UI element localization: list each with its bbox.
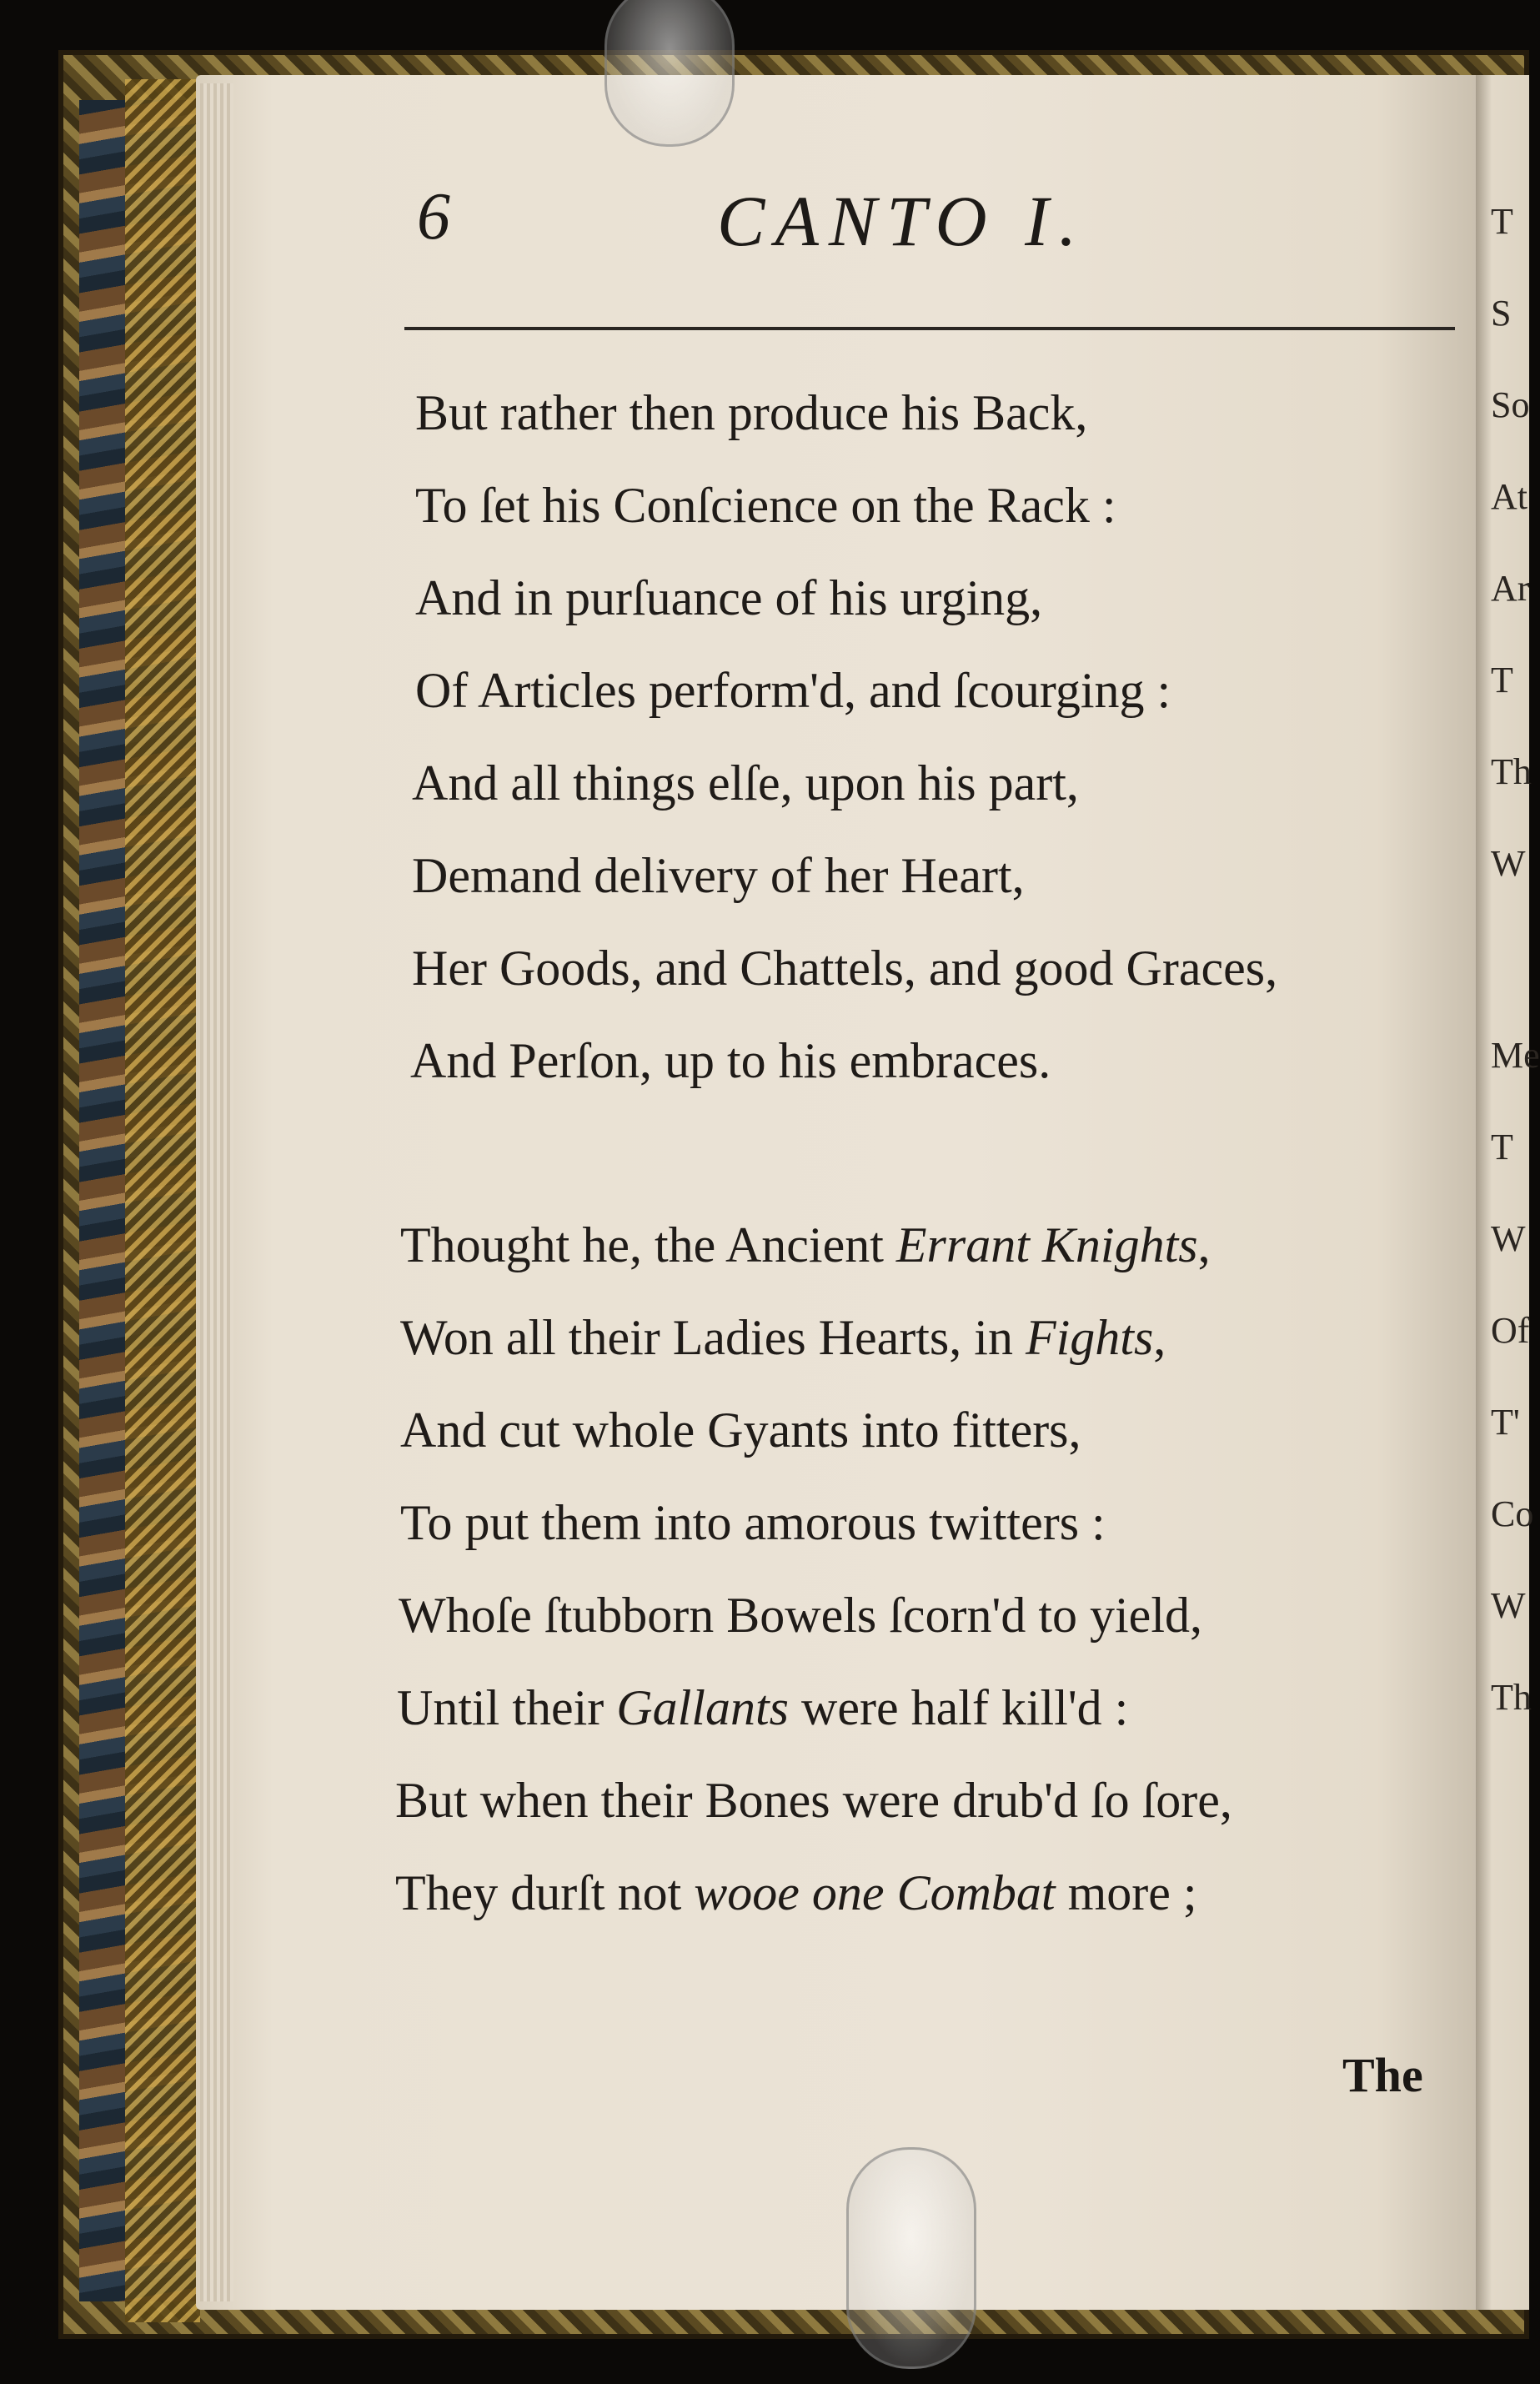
stanza [390, 1199, 1441, 1940]
gilt-tooled-border [125, 79, 200, 2322]
verse-line: And in purſuance of his urging, [415, 570, 1043, 625]
next-page-edge-letter: Co [1491, 1493, 1534, 1534]
next-page-edge-letter: T [1491, 201, 1513, 242]
page-number: 6 [417, 180, 450, 253]
next-page-edge-letter: W [1491, 1585, 1526, 1626]
verse-line: And Perſon, up to his embraces. [410, 1033, 1051, 1088]
next-page-edge-letter: Th [1491, 1677, 1532, 1718]
italic-phrase: wooe one Combat [694, 1865, 1056, 1920]
next-page-edge-letter: So [1491, 384, 1530, 425]
verse-line: Demand delivery of her Heart, [412, 848, 1025, 903]
stanza [390, 367, 1441, 1107]
verse-line: Until their Gallants were half kill'd : [397, 1680, 1129, 1735]
verse-line: To ſet his Conſcience on the Rack : [415, 478, 1116, 533]
next-page-edge-letter: T [1491, 660, 1513, 700]
next-page-edge-letter: At [1491, 476, 1527, 517]
verse-line: But when their Bones were drub'd ſo ſore, [395, 1773, 1232, 1828]
next-page-edge-letter: Ar [1491, 568, 1530, 609]
next-page-edge-letter: W [1491, 843, 1526, 884]
running-head [409, 179, 1459, 271]
book-clamp-bottom [846, 2147, 976, 2369]
canto-title: CANTO I. [717, 181, 1087, 261]
next-page-edge-letter: Of [1491, 1310, 1530, 1351]
next-page-edge-letter: T [1491, 1127, 1513, 1167]
next-page-edge-letter: Me [1491, 1035, 1540, 1076]
catchword: The [1342, 2048, 1423, 2102]
verse-line: Won all their Ladies Hearts, in Fights, [400, 1310, 1166, 1365]
page-stack-edge [200, 83, 233, 2301]
verse-line: And all things elſe, upon his part, [412, 755, 1079, 811]
poem-text [390, 367, 1441, 1940]
next-page-edge-letter: W [1491, 1218, 1526, 1259]
italic-phrase: Errant Knights [895, 1217, 1198, 1272]
next-page-edge-letter: Th [1491, 751, 1532, 792]
italic-phrase: Gallants [616, 1680, 789, 1735]
verse-line: And cut whole Gyants into fitters, [400, 1403, 1081, 1458]
verse-line: Her Goods, and Chattels, and good Graces, [412, 941, 1278, 996]
next-page-edge-letter: T' [1491, 1402, 1520, 1443]
verse-line: But rather then produce his Back, [415, 385, 1088, 440]
verse-line: Whoſe ſtubborn Bowels ſcorn'd to yield, [399, 1588, 1202, 1643]
next-page-edge-letter: S [1491, 293, 1512, 334]
verse-line: Of Articles perform'd, and ſcourging : [415, 663, 1171, 718]
verse-line: They durſt not wooe one Combat more ; [395, 1865, 1197, 1920]
stanza-break [390, 1107, 1441, 1199]
verse-line: To put them into amorous twitters : [400, 1495, 1106, 1550]
verse-line: Thought he, the Ancient Errant Knights, [400, 1217, 1211, 1272]
next-page-edge [1476, 75, 1540, 2310]
book-clamp-top [604, 0, 735, 147]
italic-phrase: Fights [1025, 1310, 1154, 1365]
head-rule [404, 327, 1455, 330]
